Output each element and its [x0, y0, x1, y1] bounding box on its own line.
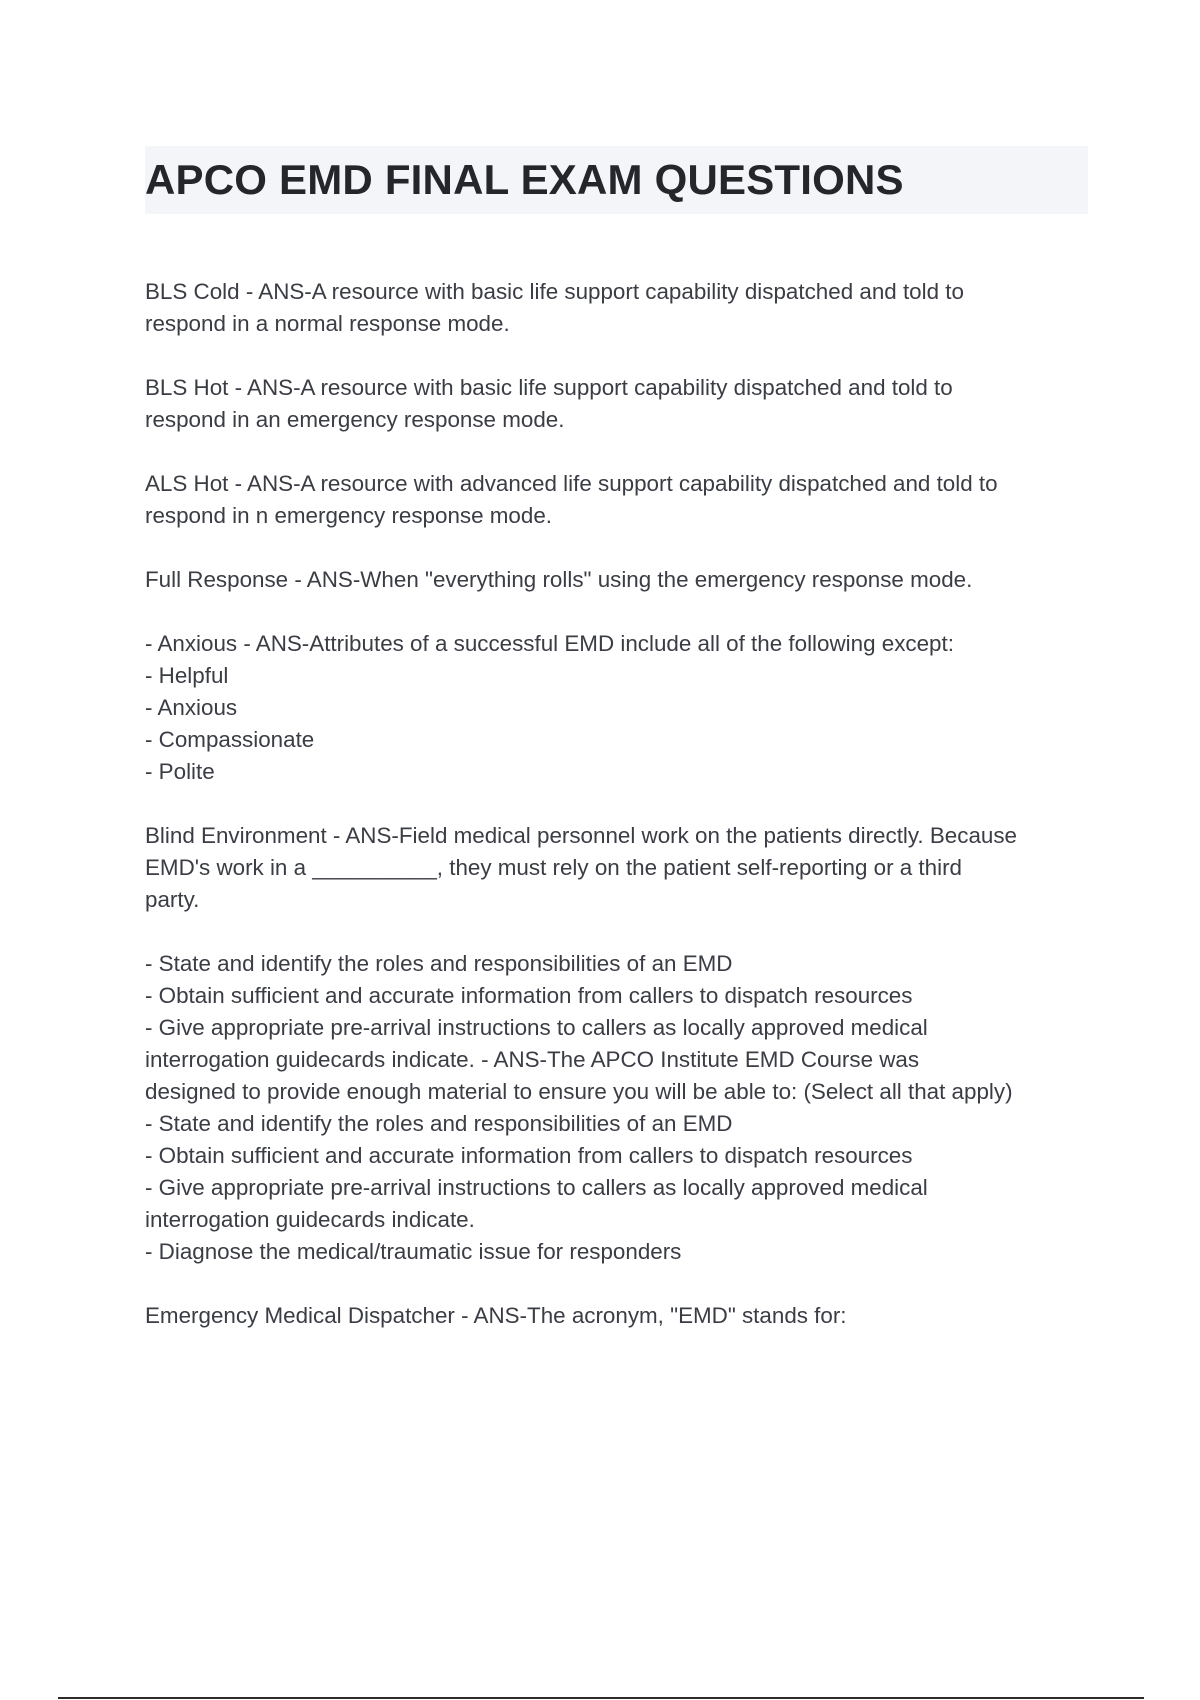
- qa-entry: [145, 468, 1095, 532]
- qa-line: BLS Cold - ANS-A resource with basic life support capability dispatched and told to: [145, 279, 964, 304]
- qa-line: - Give appropriate pre-arrival instructions to callers as locally approved medical: [145, 1175, 928, 1200]
- qa-entry: [145, 948, 1095, 1268]
- qa-line: respond in a normal response mode.: [145, 311, 510, 336]
- qa-line: interrogation guidecards indicate.: [145, 1207, 475, 1232]
- qa-entry: [145, 1300, 1095, 1332]
- qa-line: - State and identify the roles and responsibilities of an EMD: [145, 951, 733, 976]
- qa-line: respond in n emergency response mode.: [145, 503, 553, 528]
- qa-entry: [145, 372, 1095, 436]
- qa-line: - Helpful: [145, 663, 229, 688]
- qa-line: - Polite: [145, 759, 215, 784]
- qa-line: - State and identify the roles and responsibilities of an EMD: [145, 1111, 733, 1136]
- qa-line: Emergency Medical Dispatcher - ANS-The acronym, "EMD" stands for:: [145, 1303, 847, 1328]
- qa-line: party.: [145, 887, 200, 912]
- qa-line: EMD's work in a __________, they must rely on the patient self-reporting or a third: [145, 855, 962, 880]
- qa-line: - Diagnose the medical/traumatic issue for responders: [145, 1239, 682, 1264]
- qa-line: - Anxious - ANS-Attributes of a successful EMD include all of the following except:: [145, 631, 954, 656]
- qa-line: BLS Hot - ANS-A resource with basic life support capability dispatched and told to: [145, 375, 953, 400]
- qa-line: Blind Environment - ANS-Field medical personnel work on the patients directly. Because: [145, 823, 1017, 848]
- qa-line: - Compassionate: [145, 727, 315, 752]
- qa-line: ALS Hot - ANS-A resource with advanced life support capability dispatched and told to: [145, 471, 998, 496]
- qa-line: - Obtain sufficient and accurate information from callers to dispatch resources: [145, 1143, 913, 1168]
- qa-line: - Anxious: [145, 695, 238, 720]
- qa-entry: [145, 564, 1095, 596]
- footer-divider: [58, 1697, 1144, 1699]
- qa-line: respond in an emergency response mode.: [145, 407, 565, 432]
- question-list: [145, 276, 1095, 1364]
- qa-line: Full Response - ANS-When "everything rolls" using the emergency response mode.: [145, 567, 973, 592]
- qa-entry: [145, 820, 1095, 916]
- qa-line: - Give appropriate pre-arrival instructions to callers as locally approved medical: [145, 1015, 928, 1040]
- page-title: APCO EMD FINAL EXAM QUESTIONS: [145, 156, 904, 203]
- qa-line: designed to provide enough material to ensure you will be able to: (Select all that apply): [145, 1079, 1013, 1104]
- qa-entry: [145, 276, 1095, 340]
- qa-line: interrogation guidecards indicate. - ANS-The APCO Institute EMD Course was: [145, 1047, 920, 1072]
- qa-entry: [145, 628, 1095, 788]
- qa-line: - Obtain sufficient and accurate information from callers to dispatch resources: [145, 983, 913, 1008]
